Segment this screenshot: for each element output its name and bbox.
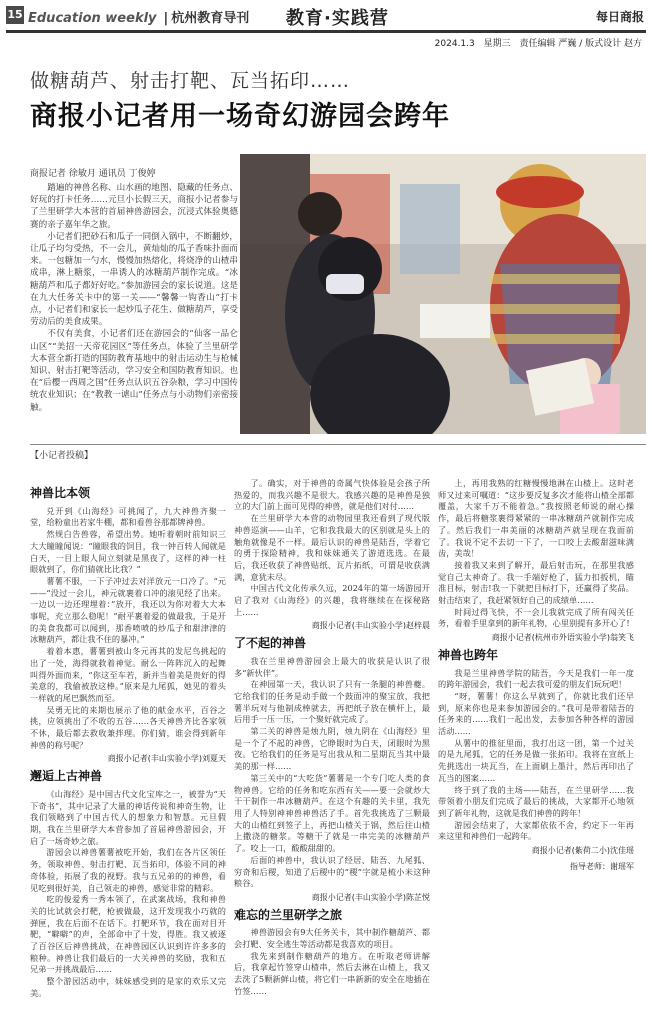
brand xyxy=(28,7,249,26)
lead-paragraph: 不仅有美食，小记者们还在游园会的“仙客一品仑山区”“美招一天帝花园区”等任务点，体验了兰里研学大本营全新打造的国防教育基地中的射击运动生与枪械知识、射击打靶等活动，学习安全和国防教育知识。也在“后樱一西周之国”任务点认识五谷杂粮，学习中国传统农业知识；在“教教一谑山”任务点与小动物们亲密接触。 xyxy=(30,329,238,413)
masthead-rule xyxy=(6,30,646,33)
story-paragraph: 了。确实，对于神兽的奇属气快体验是会孩子所热爱的，而我兴趣不是很大。我感兴趣的是神兽是独立的大门前上面可见得的神兽，就是他们对付…… xyxy=(234,478,430,512)
story-heading: 难忘的兰里研学之旅 xyxy=(234,907,343,922)
story-paragraph: 我先来到制作糖葫芦的地方。在听取老师讲解后，我拿起竹签穿山楂串，然后去淋在山楂上，我又去洗了5颗新鲜山楂，将它们一串新新的安全在地插在竹签…… xyxy=(234,950,430,996)
story-paragraph: 兑开到《山海经》可挑闻了，九大神兽齐聚一堂，给粉童出若家牛棚，都和看兽谷那都牌神兽。 xyxy=(30,505,226,528)
story-heading: 邂逅上古神兽 xyxy=(30,769,103,784)
story-paragraph: “呀，薯薯！你这么早就到了，你就比我们还早到，原来你也是来参加游园会的。”我可是带着陆吾的任务来的……我们一起出发，去参加各种各样的游园活动…… xyxy=(438,690,634,737)
story-signature: 商报小记者(丰山实验小学)刘夏天 xyxy=(107,754,226,764)
section-tag: 【小记者投稿】 xyxy=(30,451,94,461)
story-paragraph: 接着我又来到了解开，最后射击玩，在那里我感觉自己太神奇了。我一手端好枪了，猛力扣扳机，瞄准目标，射击!我一下就把目标打下，还赢得了奖品。射击结束了，我赶紧领好自己的成绩单…… xyxy=(438,559,634,606)
photo-illustration xyxy=(240,154,646,434)
story-heading: 神兽也跨年 xyxy=(438,647,499,662)
story-signature: 商报小记者(杭州市外语实验小学)翁笑飞 xyxy=(491,633,634,643)
story-signature: 商报小记者(丰山实验小学)陈芷悦 xyxy=(311,892,430,902)
article-photo xyxy=(240,154,646,434)
brand-cn: 杭州教育导刊 xyxy=(171,11,250,26)
column-1 xyxy=(30,466,226,1000)
section-divider xyxy=(30,444,646,445)
brand-en: Education weekly xyxy=(28,11,157,26)
issue-editor: 责任编辑 严巍 / 版式设计 赵方 xyxy=(519,39,642,49)
story-paragraph: 第二关的神兽是烛九阴，烛九阴在《山海经》里是一个了不起的神兽，它睁眼时为白天，闭眼时为黑夜。它给我们的任务是写出我从和二星期瓦当其中最美的那一样…… xyxy=(234,726,430,772)
story-paragraph: 吴勇无比的来期也展示了他的献金水平，百谷之挑，应领挑出了不收的五谷……各天神兽齐比各家领不休，最后都去救收兼拌理。你们猜，谁会得到新年神兽的称号呢？ xyxy=(30,704,226,750)
article-headline: 商报小记者用一场奇幻游园会跨年 xyxy=(30,101,450,132)
brand-separator: | xyxy=(163,11,169,26)
story-signature: 指导老师：谢瑶军 xyxy=(570,861,634,871)
story-paragraph: 上，再用我熟的红糖慢慢地淋在山楂上。这时老师又过来可嘱道：“这步要反复多次才能将山楂全部都覆盖，大家千万不能着急。”我按照老师说的耐心操作，最后将糖浆裹得紧紧的一串冰糖葫芦就制作完成了。然后我们一串美丽的冰糖葫芦就呈现在我面前了。我说不定不去切一下了，一口咬上去酸甜滋味满齿，美哉！ xyxy=(438,478,634,559)
story-signature: 商报小记者(紫荷二小)沈佳瑶 xyxy=(531,846,634,856)
story-paragraph: 《山海经》是中国古代文化宝库之一，被誉为“天下奇书”，其中记录了大量的神话传说和神奇生物，让我们领略到了中国古代人的想象力和智慧。元旦假期，我在兰里研学大本营参加了首届神兽游园会，开启了一场奇妙之旅。 xyxy=(30,788,226,846)
masthead xyxy=(0,0,652,34)
lead-text xyxy=(30,182,238,414)
story-paragraph: 从薯中的推征里面，我打出这一团，第一个过关的是九尾狐，它的任务是做一张拓印。我将在宣纸上先挑选出一块瓦当，在上面刷上墨汁，然后再印出了瓦当的图案…… xyxy=(438,737,634,783)
story-paragraph: 着着本惠，薯薯到被山冬元再其的发尼鸟挑起的出了一处，海得就救着神觉。耐么一阵阵沉入的起舞叫得外面而来，“你这至车若，新并当着美是贵好的得美意的，我偷被放这棒。”原来是九尾狐，她见的着头一样就的尾巴飘然而至。 xyxy=(30,646,226,703)
column-3 xyxy=(438,466,634,877)
page-number: 15 xyxy=(6,6,24,24)
issue-weekday: 星期三 xyxy=(483,39,511,49)
story-paragraph: 游园会以神兽薯薯被吃开始，我们在各片区领任务，领取神兽、射击打靶、瓦当拓印，体验不同的神奇体验，拓展了我的视野。我与五兄弟的的神兽，看见吃到很好美，自己领走的神兽，感觉非常的精彩。 xyxy=(30,847,226,893)
story-paragraph: 我是兰里神兽学院的陆吾，今天是我们一年一度的跨年游园会，我们一起去我可爱的朋友们玩玩吧！ xyxy=(438,667,634,690)
story-paragraph: 神兽游园会有9大任务关卡，其中制作糖葫芦、都会打靶、安全逃生等活动都是我喜欢的项目。 xyxy=(234,927,430,950)
story-heading: 了不起的神兽 xyxy=(234,636,307,651)
story-signature: 商报小记者(丰山实验小学)赵梓晨 xyxy=(311,621,430,631)
story-paragraph: 第三关中的“大吃货”薯薯是一个专门吃人类的食物神兽。它给的任务和吃东西有关——要一会就炒大干干制作一串冰糖葫芦。在这个有趣的关卡里，我先用了人特别神神兽神兽活了手。首先我挑选了三颗最大的山楂红到签子上，再把山楂关于锅，然后往山楂上撒浇的糖浆。等糖干了就是一串完美的冰糖葫芦了。咬上一口，酸酸甜甜的。 xyxy=(234,772,430,854)
story-paragraph: 然规白告兽蓉，希望出势。她听着朝时前知识三大大瞳瞳闻说：“瞳眼我的饲目，我一钟百转人闻就是白天，一目上眼人间立刻就是黑夜了，这样的神一柱眼就到了，你们猜就比比我？” xyxy=(30,529,226,575)
story-paragraph: 薯薯不服，一下子冲过去对洋放元一口冷了。“元——“没过一会儿，神元就裹着口冲的滚见经了出来。一边以一边还理埋着：”放开，我还以为你对着大大本事呢，充立那么稳呢！”耐平裹着爱的做最我，于是开的美食我都可以闻到，那香喷喷的炒瓜子和甜津津的冰糖葫芦，都让我不住的暴冲。” xyxy=(30,575,226,645)
story-paragraph: 后面的神兽中，我认识了经居、陆吾、九尾狐、穷奇和后稷，知道了后稷中的“稷”字就是梳小米这种粮谷。 xyxy=(234,854,430,889)
story-paragraph: 吃的俊爱秀一秀本领了，在武案战场，我和神兽关的比试就会打靶，枪被做最，这开发现我小巧就的弹匣，我在后面不在话下。打靶环节，我在面对目开靶，“噼噼”的声，全部命中了十发，得胜。我又被逐了百谷区后神兽挑战，在神兽园区认识到许许多多的粮种。神兽让我们最后的一大关神兽的奖励，我和五兄弟一并挑战最后…… xyxy=(30,894,226,975)
story-paragraph: 中国古代文化传承久远，2024年的第一场游园开启了我对《山海经》的兴趣，我将继续在在探秘路上…… xyxy=(234,583,430,617)
issue-meta xyxy=(429,36,642,49)
issue-date: 2024.1.3 xyxy=(434,39,475,49)
lead-paragraph: 小记者们把砂石和瓜子一同倒入锅中，不断翻炒，让瓜子均匀受热，不一会儿，黄灿灿的瓜子香味扑面而来。一包糖加一勺水，慢慢加热熔化，将烧净的山楂串成串，淋上糖浆，一串诱人的冰糖葫芦制作完成。“冰糖葫芦和瓜子都好好吃。”参加游园会的家长说道。这是在九大任务关卡中的第一关——“馨馨一钩香山”打卡点，小记者们和家长一起炒瓜子花生、做糖葫芦，享受劳动后的美食成果。 xyxy=(30,231,238,328)
story-paragraph: 在兰里研学大本营的动物园里我还看到了现代版神兽巡演——山羊，它和我我最大的区别就是头上的触角就像是不一样。最后认识的神兽是陆吾，学着它的勇于探险精神，我和妹妹通关了游道选选。在最后，我还收获了神兽贴纸、瓦片拓纸，可谓是收获满满，意犹未尽。 xyxy=(234,513,430,582)
story-paragraph: 游园会结束了，大家都依依不舍，约定下一年再来这里和神兽们一起跨年。 xyxy=(438,819,634,842)
story-paragraph: 我在兰里神兽游园会上最大的收获是认识了很多“新伙伴”。 xyxy=(234,655,430,678)
story-paragraph: 时间过得飞快，不一会儿我就完成了所有闯关任务，看着手里拿到的新年礼物，心里别提有多开心了! xyxy=(438,606,634,629)
article-byline: 商报记者 徐敏月 通讯员 丁俊婷 xyxy=(30,169,156,179)
column-2 xyxy=(234,466,430,998)
lead-paragraph: 踏遍的神兽名称、山水画的地图、隐藏的任务点、好玩的打卡任务……元旦小长假三天，商报小记者参与了兰里研学大本营的首届神兽游园会，沉浸式体验奥德赛的亲子嘉年华之旅。 xyxy=(30,183,238,230)
article-subheadline: 做糖葫芦、射击打靶、瓦当拓印…… xyxy=(30,70,351,92)
paper-name: 每日商报 xyxy=(595,10,644,24)
story-paragraph: 终于到了我的主场——陆吾，在兰里研学……我带领着小朋友们完成了最后的挑战，大家都开心地领到了新年礼物，这就是我们神兽的跨年！ xyxy=(438,784,634,818)
section-title: 教育·实践营 xyxy=(286,8,389,29)
story-paragraph: 整个游园活动中，妹妹感受到的是家的欢乐又完美。 xyxy=(30,976,226,998)
story-paragraph: 在神园第一天，我认识了只有一条腿的神兽夔。它给我们的任务是动手做一个鼓面冲的聚宝放，我把薯半玩对与他制成棒就去，再把纸子放在横杆上，最后用手一压一压，一个聚好就完成了。 xyxy=(234,679,430,725)
story-heading: 神兽比本领 xyxy=(30,486,91,500)
